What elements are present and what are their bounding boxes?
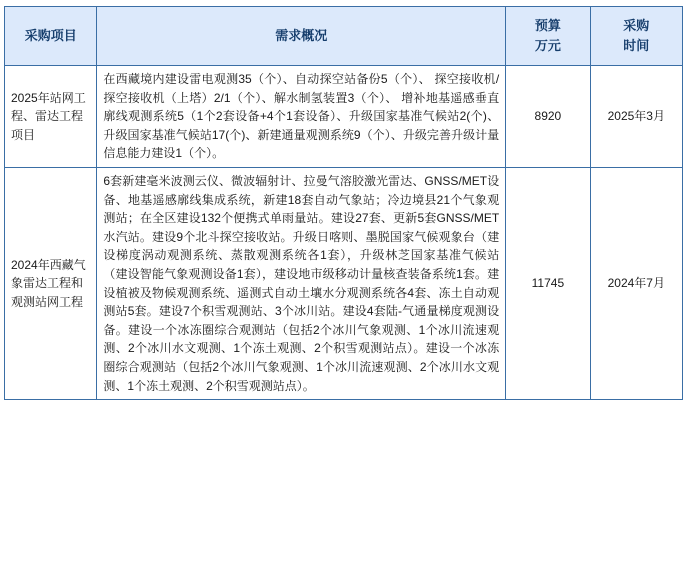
column-header-time — [590, 7, 682, 66]
cell-time: 2025年3月 — [590, 66, 682, 168]
cell-project: 2025年站网工程、雷达工程项目 — [5, 66, 97, 168]
table-row — [5, 66, 683, 168]
procurement-table — [4, 6, 683, 400]
table-header-row — [5, 7, 683, 66]
cell-description: 6套新建毫米波测云仪、微波辐射计、拉曼气溶胶激光雷达、GNSS/MET设备、地基遥感廓线集成系统，新建18套自动气象站；冷边境县21个气象观测站；在全区建设132个便携式单雨量站。建设27套、更新5套GNSS/MET水汽站。建设9个北斗探空接收站。升级日喀则、墨脱国家气候观象台（建设梯度涡动观测系统、蒸散观测系统各1套），升级林芝国家基准气候站（建设智能气象观测设备1套），建设地市级移动计量核查装备系统1套。建设植被及物候观测系统、遥测式自动土壤水分观测系统各4套、冻土自动观测站5套。建设7个积雪观测站、3个冰川站。建设4套陆-气通量梯度观测设备。建设一个冰冻圈综合观测站（包括2个冰川气象观测、1个冰川流速观测、2个冰川水文观测、1个冻土观测、2个积雪观测站点）。建设一个冰冻圈综合观测站（包括2个冰川气象观测、1个冰川流速观测、2个冰川水文观测、1个冻土观测、2个积雪观测站点）。 — [97, 167, 506, 399]
table-row — [5, 167, 683, 399]
column-header-budget-line2: 万元 — [534, 38, 561, 53]
column-header-time-line1: 采购 — [623, 17, 650, 33]
column-header-time-line2: 时间 — [623, 38, 650, 53]
column-header-budget-line1: 预算 — [534, 17, 561, 33]
cell-time: 2024年7月 — [590, 167, 682, 399]
column-header-description: 需求概况 — [97, 7, 506, 66]
column-header-budget — [506, 7, 590, 66]
table-header — [5, 7, 683, 66]
cell-budget: 11745 — [506, 167, 590, 399]
cell-description: 在西藏境内建设雷电观测35（个）、自动探空站备份5（个）、 探空接收机/探空接收机（上塔）2/1（个）、解水制氢装置3（个）、 增补地基遥感垂直廓线观测系统5（1个2套设备+4个1套设备）、升级国家基准气候站2(个)、升级国家基准气候站17(个)、新建通量观测系统9（个）、升级完善升级计量信息能力建设1（个）。 — [97, 66, 506, 168]
cell-budget: 8920 — [506, 66, 590, 168]
table-body — [5, 66, 683, 400]
cell-project: 2024年西藏气象雷达工程和观测站网工程 — [5, 167, 97, 399]
column-header-project: 采购项目 — [5, 7, 97, 66]
